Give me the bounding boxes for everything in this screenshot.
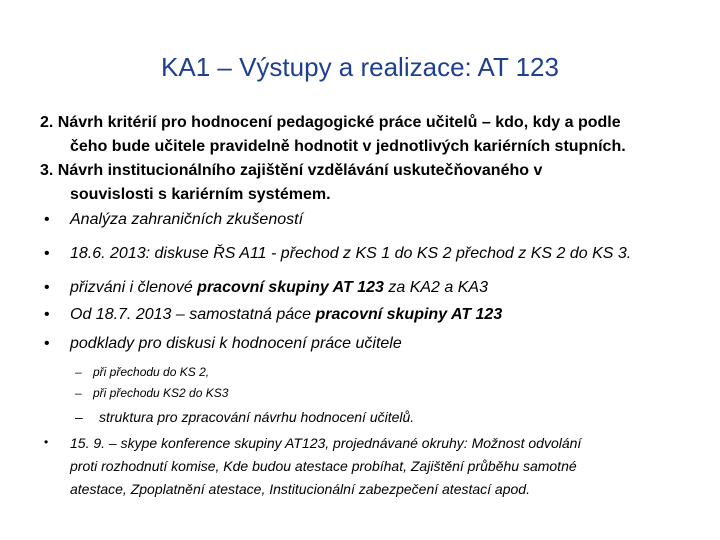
item-number: 2. <box>40 114 54 131</box>
bullet-text: přizváni i členové <box>70 279 198 296</box>
bullet-text: za KA2 a KA3 <box>383 279 488 296</box>
numbered-item-3-line1 <box>40 162 700 180</box>
bullet-text: podklady pro diskusi k hodnocení práce učitele <box>70 335 402 352</box>
bullet-glyph: • <box>44 211 50 228</box>
bullet-item <box>40 279 700 297</box>
bullet-glyph: • <box>44 245 50 262</box>
item-text: Návrh institucionálního zajištění vzdělávání uskutečňovaného v <box>57 162 543 179</box>
bullet-glyph: • <box>44 306 50 323</box>
bullet-text-bold: pracovní skupiny AT 123 <box>197 279 384 296</box>
sub-item <box>75 409 414 425</box>
bullet-item <box>40 245 700 263</box>
bullet-glyph: • <box>44 279 50 296</box>
numbered-item-3-line2: souvislosti s kariérním systémem. <box>70 186 331 203</box>
sub-item <box>75 386 228 400</box>
dash: – <box>75 409 83 425</box>
bullet-glyph: • <box>44 435 49 449</box>
bullet-item <box>40 306 700 324</box>
bullet-text: 18.6. 2013: diskuse ŘS A11 - přechod z KS 1 do KS 2 přechod z KS 2 do KS 3. <box>70 245 632 262</box>
sub-item <box>75 365 209 379</box>
last-bullet-line3: atestace, Zpoplatnění atestace, Institucionální zabezpečení atestací apod. <box>70 481 530 497</box>
bullet-text: Analýza zahraničních zkušeností <box>70 211 304 228</box>
numbered-item-2-line1 <box>40 114 700 132</box>
sub-item-text: při přechodu KS2 do KS3 <box>93 386 229 400</box>
bullet-item <box>40 335 700 353</box>
sub-item-text: struktura pro zpracování návrhu hodnocení učitelů. <box>99 409 415 425</box>
bullet-text-bold: pracovní skupiny AT 123 <box>315 306 503 323</box>
slide-title: KA1 – Výstupy a realizace: AT 123 <box>161 52 559 82</box>
item-number: 3. <box>40 162 54 179</box>
dash: – <box>75 365 82 379</box>
sub-item-text: při přechodu do KS 2, <box>93 365 210 379</box>
bullet-glyph: • <box>44 335 50 352</box>
numbered-item-2-line2: čeho bude učitele pravidelně hodnotit v jednotlivých kariérních stupních. <box>70 138 626 155</box>
dash: – <box>75 386 82 400</box>
last-bullet-line2: proti rozhodnutí komise, Kde budou atestace probíhat, Zajištění průběhu samotné <box>70 458 577 474</box>
item-text: Návrh kritérií pro hodnocení pedagogické práce učitelů – kdo, kdy a podle <box>57 114 621 131</box>
bullet-text: Od 18.7. 2013 – samostatná páce <box>70 306 316 323</box>
last-bullet-line1: 15. 9. – skype konference skupiny AT123, projednávané okruhy: Možnost odvolání <box>70 435 582 451</box>
bullet-item <box>40 211 700 229</box>
